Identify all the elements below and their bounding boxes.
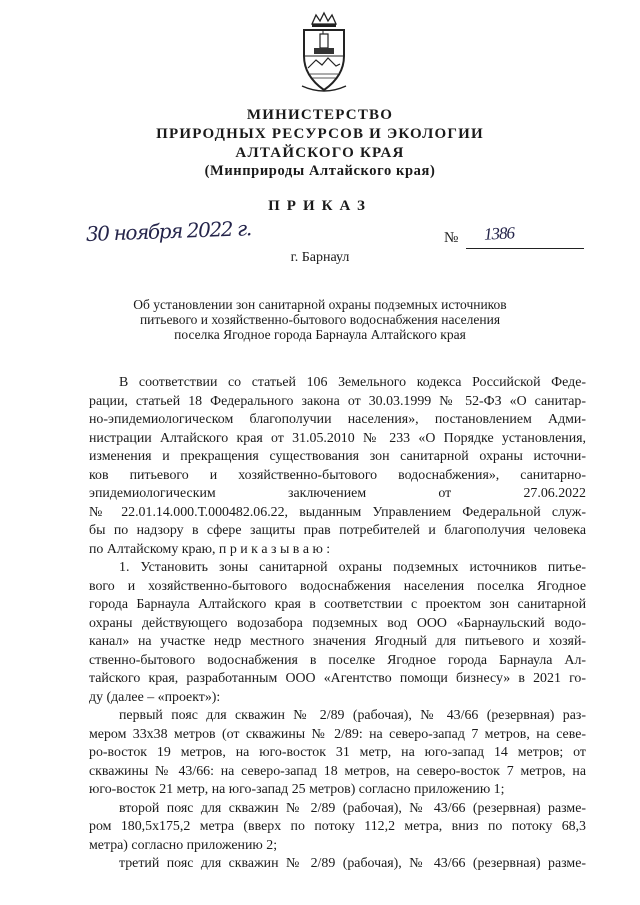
body-line: метра) согласно приложению 2;	[89, 837, 278, 853]
subject-line: поселка Ягодное города Барнаула Алтайского края	[174, 327, 466, 342]
body-line: ду (далее – «проект»):	[89, 689, 221, 705]
body-line: бы по надзору в сфере защиты прав потребителей и благополучия человека	[89, 523, 586, 538]
body-line: вого и хозяйственно-бытового водоснабжения населения поселка Ягодное	[89, 578, 586, 594]
body-line: по Алтайскому краю, п р и к а з ы в а ю :	[89, 541, 331, 557]
body-line: тайского края, разработанным ООО «Агентство помощи бизнесу» в 2021 го-	[89, 671, 586, 686]
document-type: ПРИКАЗ	[268, 198, 372, 214]
handwritten-date: 30 ноября 2022 г.	[85, 216, 252, 246]
body-line: третий пояс для скважин № 2/89 (рабочая), № 43/66 (резервная) разме-	[119, 856, 586, 871]
ministry-title-line-2: ПРИРОДНЫХ РЕСУРСОВ И ЭКОЛОГИИ	[156, 126, 484, 142]
body-line: города Барнаула Алтайского края в соответствии с проектом зон санитарной	[89, 597, 586, 612]
body-line: изменения и прекращения существования зон санитарной охраны источни-	[89, 449, 586, 464]
body-line: В соответствии со статьей 106 Земельного кодекса Российской Феде-	[119, 375, 586, 390]
body-line: № 22.01.14.000.Т.000482.06.22, выданным Управлением Федеральной служ-	[89, 504, 586, 520]
body-line: ром 180,5х175,2 метра (вверх по потоку 112,2 метра, вниз по потоку 68,3	[89, 819, 586, 834]
body-line: нистрации Алтайского края от 31.05.2010 № 233 «О Порядке установления,	[89, 430, 586, 446]
body-line: первый пояс для скважин № 2/89 (рабочая), № 43/66 (резервная) раз-	[119, 708, 586, 723]
subject-line: питьевого и хозяйственно-бытового водоснабжения населения	[139, 312, 501, 327]
number-underline	[466, 248, 584, 249]
body-line: ственно-бытового водоснабжения в поселке Ягодное города Барнаула Ал-	[89, 652, 586, 668]
body-line: эпидемиологическим заключением от 27.06.2022	[89, 486, 586, 501]
ministry-short-name: (Минприроды Алтайского края)	[204, 163, 436, 179]
body-line: юго-восток 21 метр, на юго-запад 25 метров) согласно приложению 1;	[89, 782, 505, 797]
handwritten-number: 1386	[483, 223, 515, 244]
body-line: но-эпидемиологическом благополучии населения», постановлением Адми-	[89, 412, 586, 427]
body-line: второй пояс для скважин № 2/89 (рабочая), № 43/66 (резервная) разме-	[119, 800, 586, 816]
body-line: ро-восток 19 метров, на юго-восток 31 метр, на юго-запад 14 метров; от	[89, 745, 586, 760]
body-line: охраны действующего водозабора подземных вод ООО «Барнаульский водо-	[89, 615, 586, 631]
ministry-title-line-3: АЛТАЙСКОГО КРАЯ	[235, 145, 405, 161]
number-label: №	[444, 230, 459, 246]
body-line: рации, статьей 18 Федерального закона от 30.03.1999 № 52-ФЗ «О санитар-	[89, 393, 586, 409]
ministry-title-line-1: МИНИСТЕРСТВО	[246, 107, 394, 123]
document-body	[89, 374, 586, 874]
body-line: канал» на участке недр местного значения Ягодный для питьевого и хозяй-	[89, 634, 586, 649]
body-line: мером 33х38 метров (от скважины № 2/89: на северо-запад 7 метров, на севе-	[89, 726, 586, 742]
body-line: 1. Установить зоны санитарной охраны подземных источников питье-	[119, 560, 586, 575]
city: г. Барнаул	[290, 250, 350, 265]
subject-line: Об установлении зон санитарной охраны подземных источников	[133, 297, 507, 312]
body-line: ков питьевого и хозяйственно-бытового водоснабжения», санитарно-	[89, 467, 586, 483]
body-line: скважины № 43/66: на северо-запад 18 метров, на северо-восток 7 метров, на	[89, 763, 586, 779]
altai-krai-coat-of-arms-icon	[296, 10, 352, 96]
